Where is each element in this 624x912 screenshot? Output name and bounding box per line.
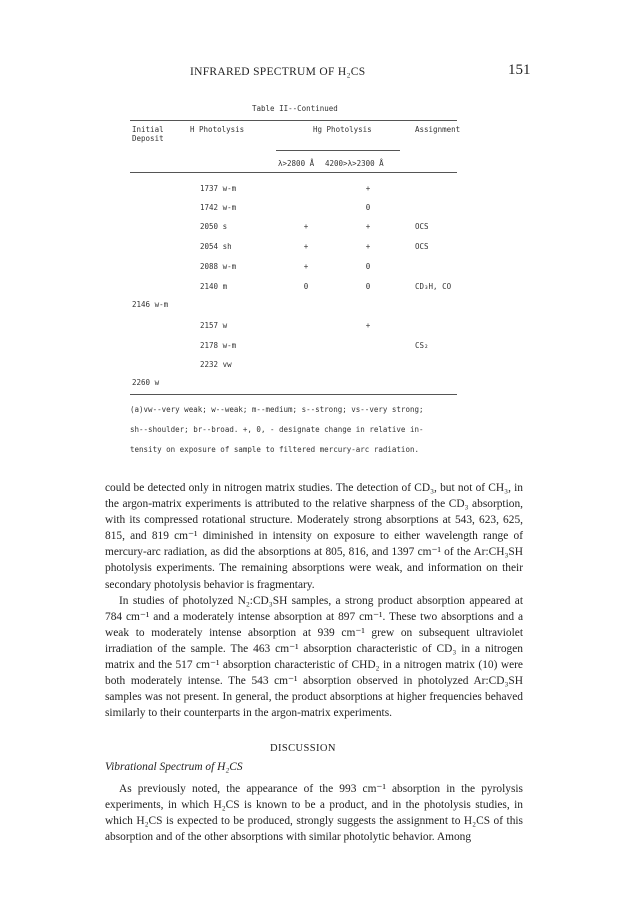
table-footnote-line: (a)vw--very weak; w--weak; m--medium; s--strong; vs--very strong; bbox=[130, 405, 424, 414]
cell-h: 1737 w-m bbox=[200, 184, 237, 193]
page-number: 151 bbox=[508, 62, 531, 78]
cell-hg1: + bbox=[303, 222, 309, 231]
cell-hg2: 0 bbox=[365, 262, 371, 271]
cell-h: 2050 s bbox=[200, 222, 228, 231]
table-footnote-line: sh--shoulder; br--broad. +, 0, - designate change in relative in- bbox=[130, 425, 424, 434]
subsection-heading: Vibrational Spectrum of H₂CS bbox=[105, 761, 243, 773]
cell-hg2: 0 bbox=[365, 203, 371, 212]
body-column-lower bbox=[105, 781, 523, 845]
cell-assignment: CS₂ bbox=[415, 341, 429, 350]
section-heading: DISCUSSION bbox=[270, 743, 336, 754]
hg-subheader-rule bbox=[276, 150, 400, 151]
paragraph: In studies of photolyzed N₂:CD₃SH samples, a strong product absorption appeared at 784 cm⁻¹ and a moderately intense absorption at 897 cm⁻¹. These two absorptions and a weak to moderately intense absorption at 939 cm⁻¹ grew on subsequent ultraviolet irradiation of the sample. The 463 cm⁻¹ absorption characteristic of CD₃ in a nitrogen matrix and the 517 cm⁻¹ absorption characteristic of CHD₂ in a nitrogen matrix (10) were both moderately intense. The 543 cm⁻¹ absorption observed in photolyzed Ar:CD₃SH samples was not present. In general, the product absorptions at higher frequencies behaved similarly to their counterparts in the argon-matrix experiments. bbox=[105, 594, 523, 720]
header-assignment: Assignment bbox=[415, 125, 461, 134]
cell-h: 2232 vw bbox=[200, 360, 232, 369]
header-sub-col1: λ>2800 Å bbox=[278, 159, 315, 168]
body-column-upper bbox=[105, 480, 523, 721]
table-caption: Table II--Continued bbox=[252, 104, 338, 113]
cell-hg2: + bbox=[365, 222, 371, 231]
cell-h: 2054 sh bbox=[200, 242, 232, 251]
cell-hg2: + bbox=[365, 184, 371, 193]
running-head: INFRARED SPECTRUM OF H₂CS bbox=[190, 66, 366, 78]
paragraph: As previously noted, the appearance of the 993 cm⁻¹ absorption in the pyrolysis experiments, in which H₂CS is known to be a product, and in the photolysis studies, in which H₂CS is expected to be produced, strongly suggests the assignment to H₂CS of this absorption and of the other absorptions with similar photolytic behavior. Among bbox=[105, 783, 523, 844]
cell-hg1: + bbox=[303, 262, 309, 271]
cell-assignment: OCS bbox=[415, 242, 429, 251]
cell-hg2: + bbox=[365, 321, 371, 330]
paragraph: could be detected only in nitrogen matrix studies. The detection of CD₃, but not of CH₃, in the argon-matrix experiments is attributed to the relative sharpness of the CD₃ absorption, with its compressed rotational structure. Moderately strong absorptions at 543, 623, 625, 815, and 819 cm⁻¹ diminished in intensity on exposure to either wavelength range of mercury-arc radiation, as did the absorptions at 805, 816, and 1397 cm⁻¹ of the Ar:CH₃SH photolysis experiments. The remaining absorptions were weak, and information on their secondary photolysis behavior is fragmentary. bbox=[105, 482, 523, 591]
cell-initial: 2260 w bbox=[132, 378, 160, 387]
cell-h: 1742 w-m bbox=[200, 203, 237, 212]
table-header-rule bbox=[130, 172, 457, 173]
cell-hg1: 0 bbox=[303, 282, 309, 291]
cell-h: 2178 w-m bbox=[200, 341, 237, 350]
cell-assignment: CD₃H, CO bbox=[415, 282, 452, 291]
cell-hg2: + bbox=[365, 242, 371, 251]
cell-initial: 2146 w-m bbox=[132, 300, 169, 309]
cell-assignment: OCS bbox=[415, 222, 429, 231]
cell-hg2: 0 bbox=[365, 282, 371, 291]
cell-h: 2157 w bbox=[200, 321, 228, 330]
header-hg-photolysis: Hg Photolysis bbox=[313, 125, 372, 134]
table-footnote-line: tensity on exposure of sample to filtered mercury-arc radiation. bbox=[130, 445, 419, 454]
header-h-photolysis: H Photolysis bbox=[190, 125, 245, 134]
header-sub-col2: 4200>λ>2300 Å bbox=[325, 159, 384, 168]
cell-h: 2140 m bbox=[200, 282, 228, 291]
cell-hg1: + bbox=[303, 242, 309, 251]
cell-h: 2088 w-m bbox=[200, 262, 237, 271]
table-bottom-rule bbox=[130, 394, 457, 395]
table-top-rule bbox=[130, 120, 457, 121]
header-initial-deposit: Initial Deposit bbox=[132, 125, 164, 143]
